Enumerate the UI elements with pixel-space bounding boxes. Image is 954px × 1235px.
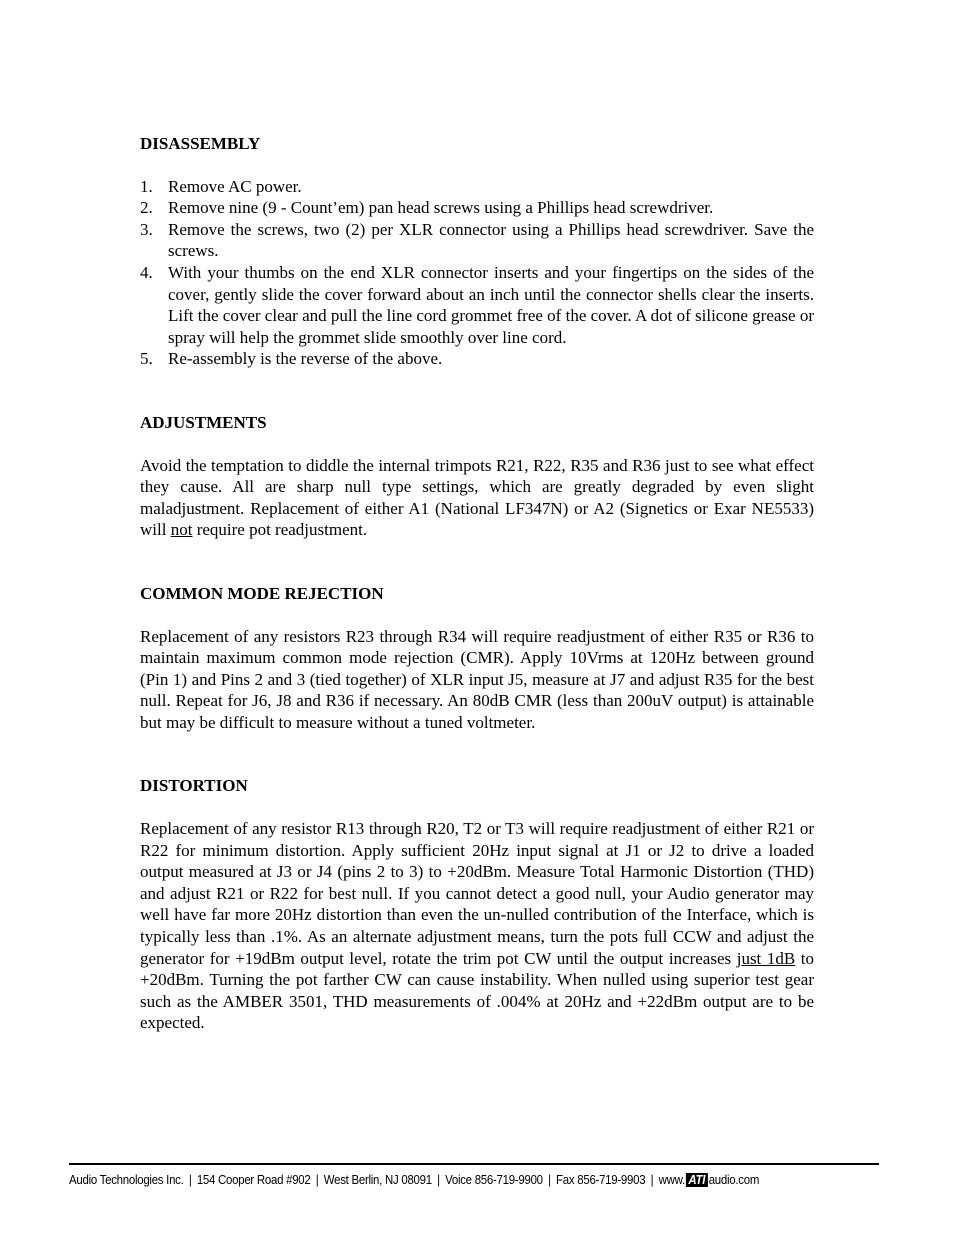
list-item: 1. Remove AC power.: [140, 176, 302, 196]
footer-company: Audio Technologies Inc.: [69, 1172, 184, 1187]
document-body: [140, 133, 814, 1034]
footer-separator: |: [650, 1172, 654, 1187]
underlined-text: just 1dB: [736, 948, 796, 968]
footer-website[interactable]: www. ATI audio.com: [658, 1172, 760, 1187]
disassembly-steps: [140, 176, 814, 370]
underlined-text: not: [170, 520, 193, 540]
footer-contact-line: [69, 1172, 879, 1187]
section-heading-adjustments: ADJUSTMENTS: [140, 412, 267, 432]
distortion-paragraph: Replacement of any resistor R13 through R20, T2 or T3 will require readjustment of either R21 or R22 for minimum distortion. Apply sufficient 20Hz input signal at J1 or J2 to drive a loaded output measured at J3 or J4 (pins 2 to 3) to +20dBm. Measure Total Harmonic Distortion (THD) and adjust R21 or R22 for best null. If you cannot detect a good null, your Audio generator may well have far more 20Hz distortion than even the un-nulled contribution of the Interface, which is typically less than .1%. As an alternate adjustment means, turn the pots full CCW and adjust the generator for +19dBm output level, rotate the trim pot CW until the output increases just 1dB to +20dBm. Turning the pot farther CW can cause instability. When nulled using superior test gear such as the AMBER 3501, THD measurements of .004% at 20Hz and +22dBm output are to be expected.: [140, 819, 815, 1033]
section-heading-cmr: COMMON MODE REJECTION: [140, 583, 384, 603]
footer-voice: Voice 856-719-9900: [445, 1172, 543, 1187]
section-heading-disassembly: DISASSEMBLY: [140, 134, 261, 153]
page-footer: [69, 1163, 879, 1187]
list-item: 5. Re-assembly is the reverse of the above.: [140, 349, 443, 369]
section-heading-distortion: DISTORTION: [140, 776, 248, 796]
footer-divider: [69, 1163, 879, 1165]
footer-separator: |: [548, 1172, 551, 1187]
footer-fax: Fax 856-719-9903: [556, 1172, 646, 1187]
list-item: 4. With your thumbs on the end XLR connector inserts and your fingertips on the sides of the cover, gently slide the cover forward about an inch until the connector shells clear the inserts. Lift the cover clear and pull the line cord grommet free of the cover. A dot of silicone grease or spray will help the grommet slide smoothly over line cord.: [140, 262, 814, 347]
adjustments-paragraph: Avoid the temptation to diddle the internal trimpots R21, R22, R35 and R36 just to see what effect they cause. All are sharp null type settings, which are greatly degraded by even slight maladjustment. Replacement of either A1 (National LF347N) or A2 (Signetics or Exar NE5533) will not require pot readjustment.: [140, 455, 814, 540]
list-item: 2. Remove nine (9 - Count’em) pan head screws using a Phillips head screwdriver.: [140, 198, 714, 218]
cmr-paragraph: Replacement of any resistors R23 through R34 will require readjustment of either R35 or R36 to maintain maximum common mode rejection (CMR). Apply 10Vrms at 120Hz between ground (Pin 1) and Pins 2 and 3 (tied together) of XLR input J5, measure at J7 and adjust R35 for the best null. Repeat for J6, J8 and R36 if necessary. An 80dB CMR (less than 200uV output) is attainable but may be difficult to measure without a tuned voltmeter.: [140, 626, 814, 732]
footer-address: 154 Cooper Road #902: [196, 1172, 311, 1187]
footer-separator: |: [315, 1172, 319, 1187]
footer-separator: |: [188, 1172, 192, 1187]
list-item: 3. Remove the screws, two (2) per XLR connector using a Phillips head screwdriver. Save the screws.: [140, 219, 814, 261]
footer-separator: |: [437, 1172, 440, 1187]
footer-city: West Berlin, NJ 08091: [323, 1172, 432, 1187]
ati-logo: ATI: [686, 1173, 708, 1187]
